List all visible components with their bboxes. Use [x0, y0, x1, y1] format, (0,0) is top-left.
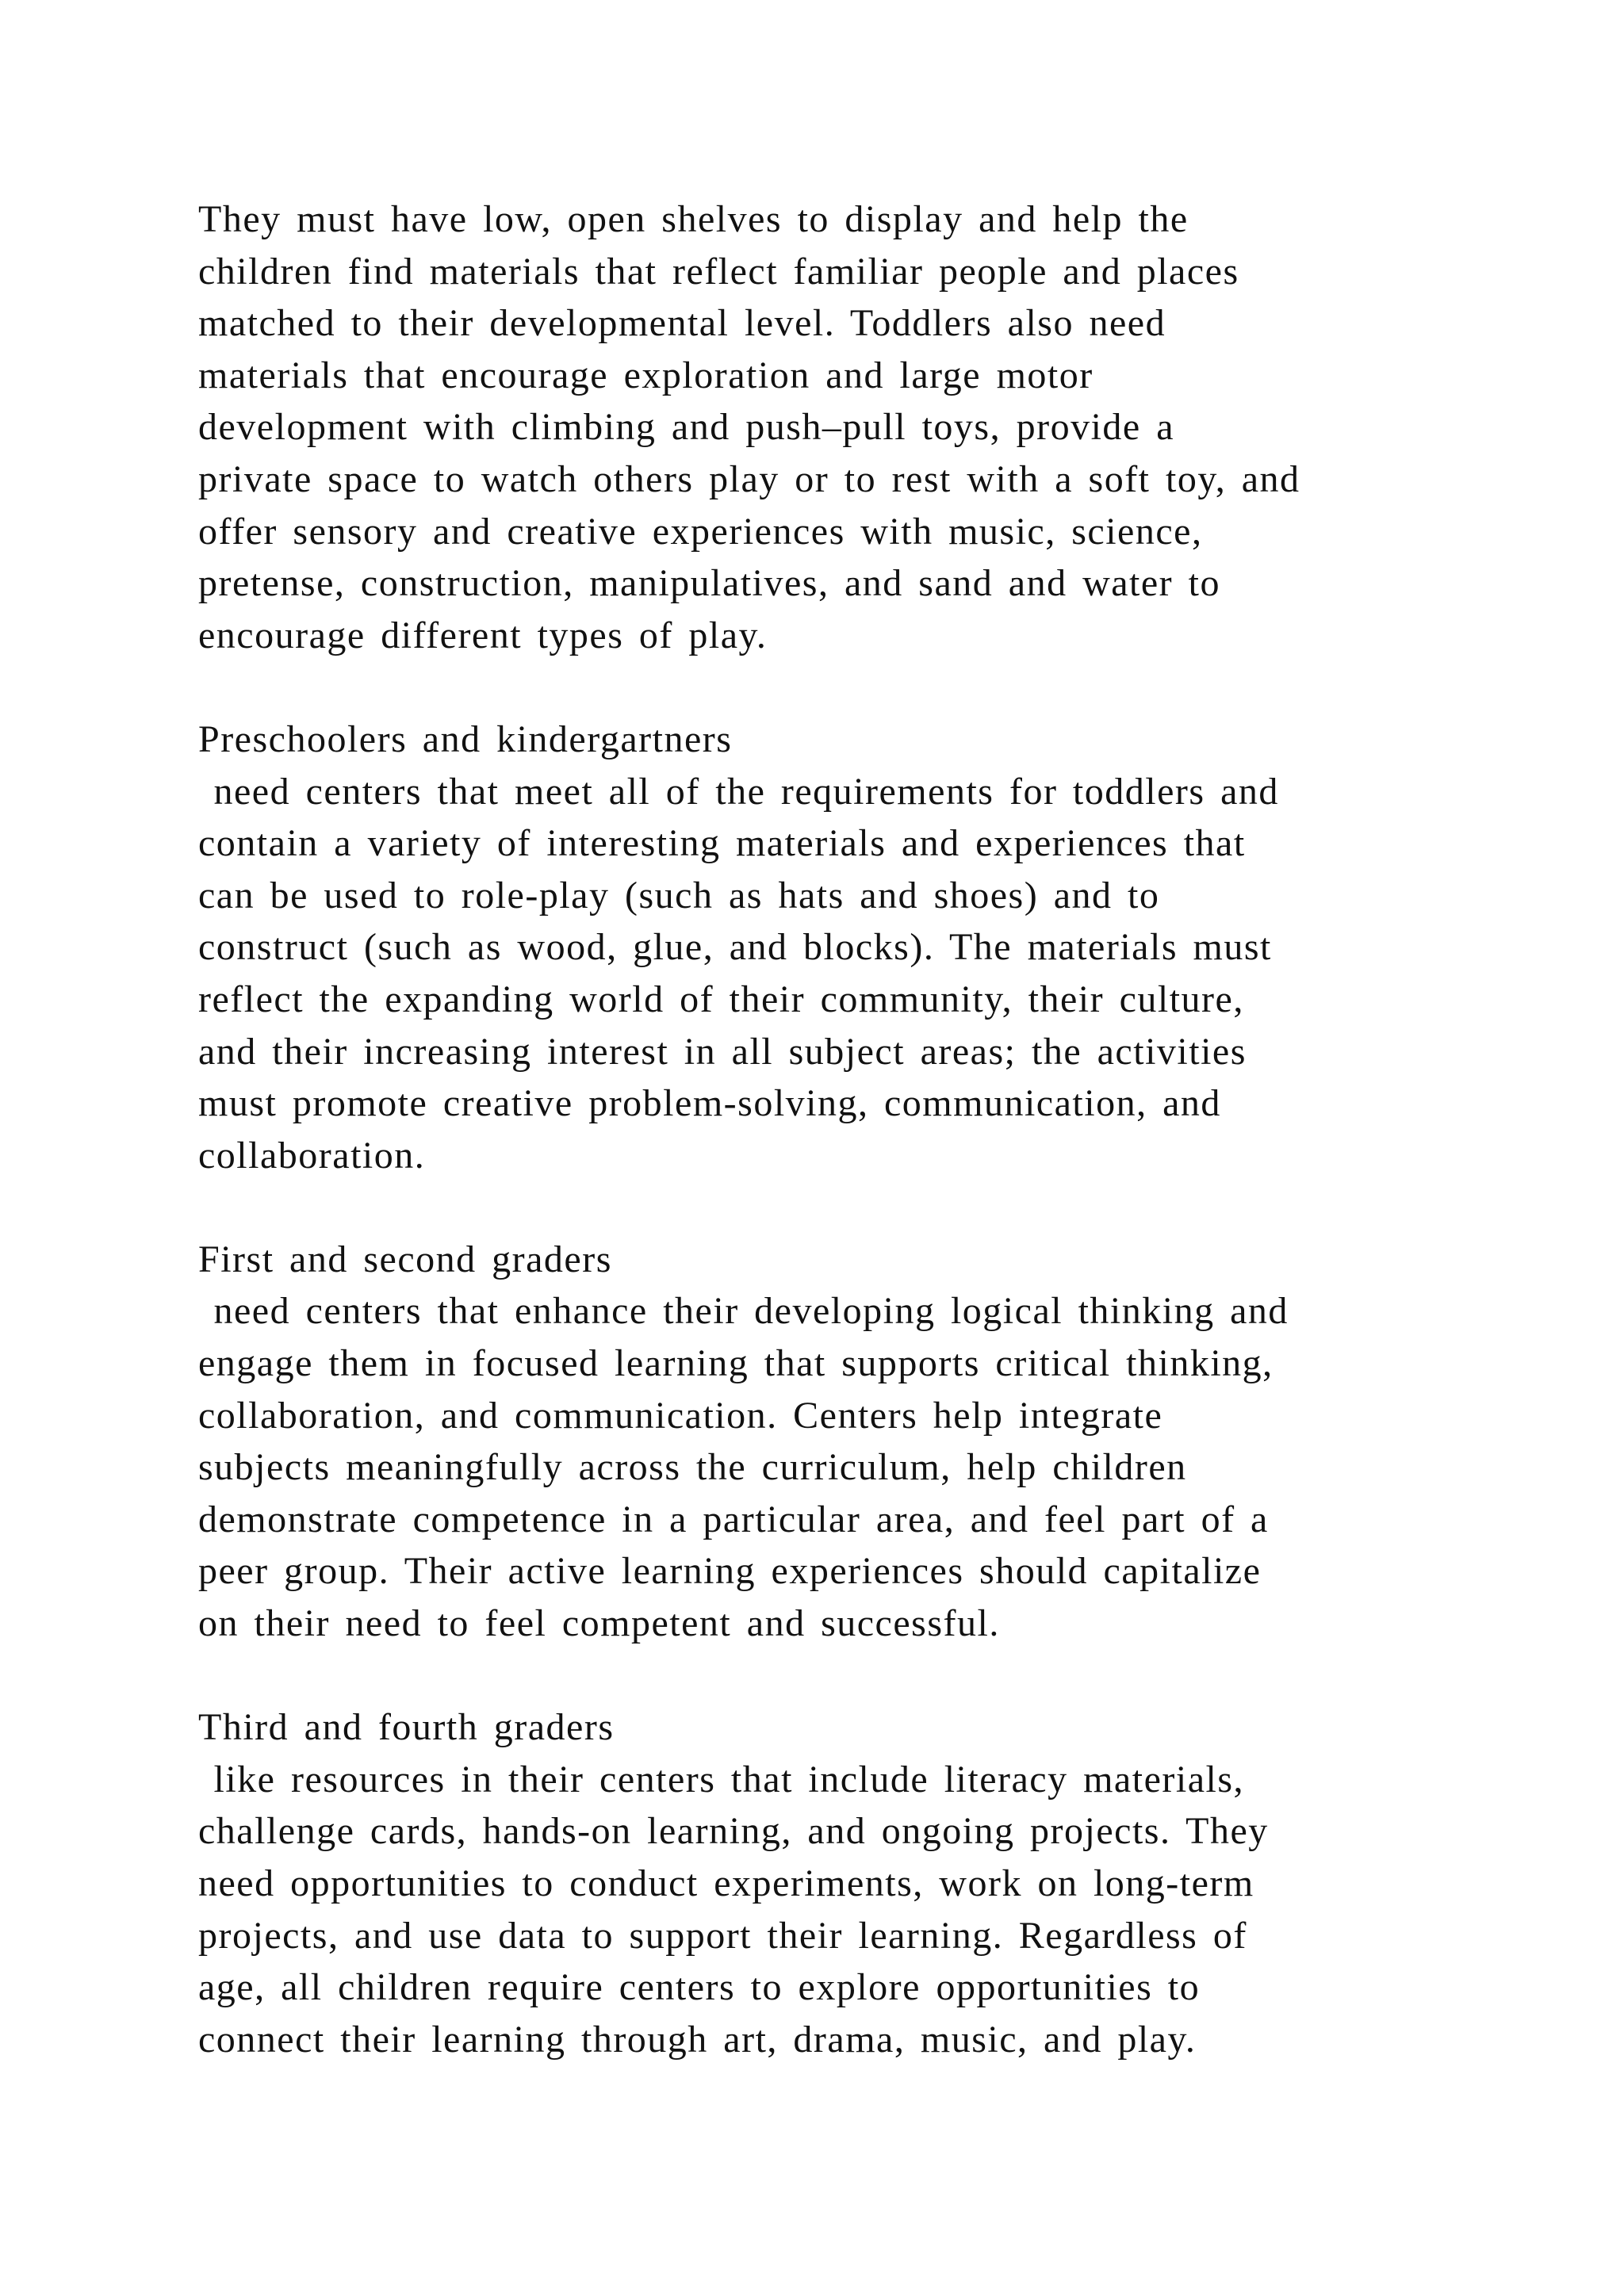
- preschool-line: must promote creative problem-solving, communication, and: [198, 1082, 1221, 1125]
- first-second-line: collaboration, and communication. Centers help integrate: [198, 1394, 1163, 1437]
- intro-line: private space to watch others play or to rest with a soft toy, and: [198, 457, 1300, 500]
- preschool-line: collaboration.: [198, 1134, 426, 1177]
- first-second-line: peer group. Their active learning experiences should capitalize: [198, 1550, 1262, 1593]
- third-fourth-line: like resources in their centers that include literacy materials,: [198, 1758, 1245, 1800]
- first-second-heading: First and second graders: [198, 1238, 612, 1280]
- document-body: [198, 193, 1499, 2065]
- third-fourth-heading: Third and fourth graders: [198, 1706, 615, 1749]
- preschool-line: construct (such as wood, glue, and blocks). The materials must: [198, 926, 1272, 969]
- first-second-line: need centers that enhance their developing logical thinking and: [198, 1290, 1289, 1333]
- intro-line: matched to their developmental level. Toddlers also need: [198, 302, 1166, 345]
- preschool-line: can be used to role-play (such as hats and shoes) and to: [198, 874, 1160, 916]
- third-fourth-line: challenge cards, hands-on learning, and ongoing projects. They: [198, 1810, 1269, 1853]
- third-fourth-line: need opportunities to conduct experiments, work on long-term: [198, 1862, 1254, 1904]
- first-second-line: subjects meaningfully across the curriculum, help children: [198, 1446, 1187, 1489]
- first-second-line: demonstrate competence in a particular area, and feel part of a: [198, 1498, 1269, 1540]
- first-second-section: [198, 1234, 1499, 1650]
- intro-line: They must have low, open shelves to display and help the: [198, 198, 1189, 240]
- first-second-line: engage them in focused learning that supports critical thinking,: [198, 1342, 1274, 1385]
- preschool-heading: Preschoolers and kindergartners: [198, 718, 733, 760]
- third-fourth-section: [198, 1701, 1499, 2065]
- intro-line: pretense, construction, manipulatives, and sand and water to: [198, 562, 1220, 605]
- preschool-line: and their increasing interest in all subject areas; the activities: [198, 1030, 1247, 1073]
- intro-line: children find materials that reflect familiar people and places: [198, 250, 1239, 293]
- first-second-line: on their need to feel competent and successful.: [198, 1602, 1000, 1645]
- preschool-line: need centers that meet all of the requirements for toddlers and: [198, 770, 1279, 813]
- third-fourth-line: projects, and use data to support their learning. Regardless of: [198, 1914, 1247, 1957]
- preschool-line: reflect the expanding world of their community, their culture,: [198, 978, 1244, 1020]
- third-fourth-line: connect their learning through art, drama, music, and play.: [198, 2018, 1197, 2061]
- third-fourth-line: age, all children require centers to explore opportunities to: [198, 1966, 1201, 2009]
- preschool-section: [198, 714, 1499, 1181]
- intro-line: offer sensory and creative experiences with music, science,: [198, 510, 1203, 553]
- intro-line: materials that encourage exploration and large motor: [198, 354, 1094, 396]
- intro-paragraph: [198, 193, 1499, 661]
- intro-line: development with climbing and push–pull toys, provide a: [198, 406, 1175, 449]
- intro-line: encourage different types of play.: [198, 614, 768, 656]
- preschool-line: contain a variety of interesting materials and experiences that: [198, 822, 1246, 865]
